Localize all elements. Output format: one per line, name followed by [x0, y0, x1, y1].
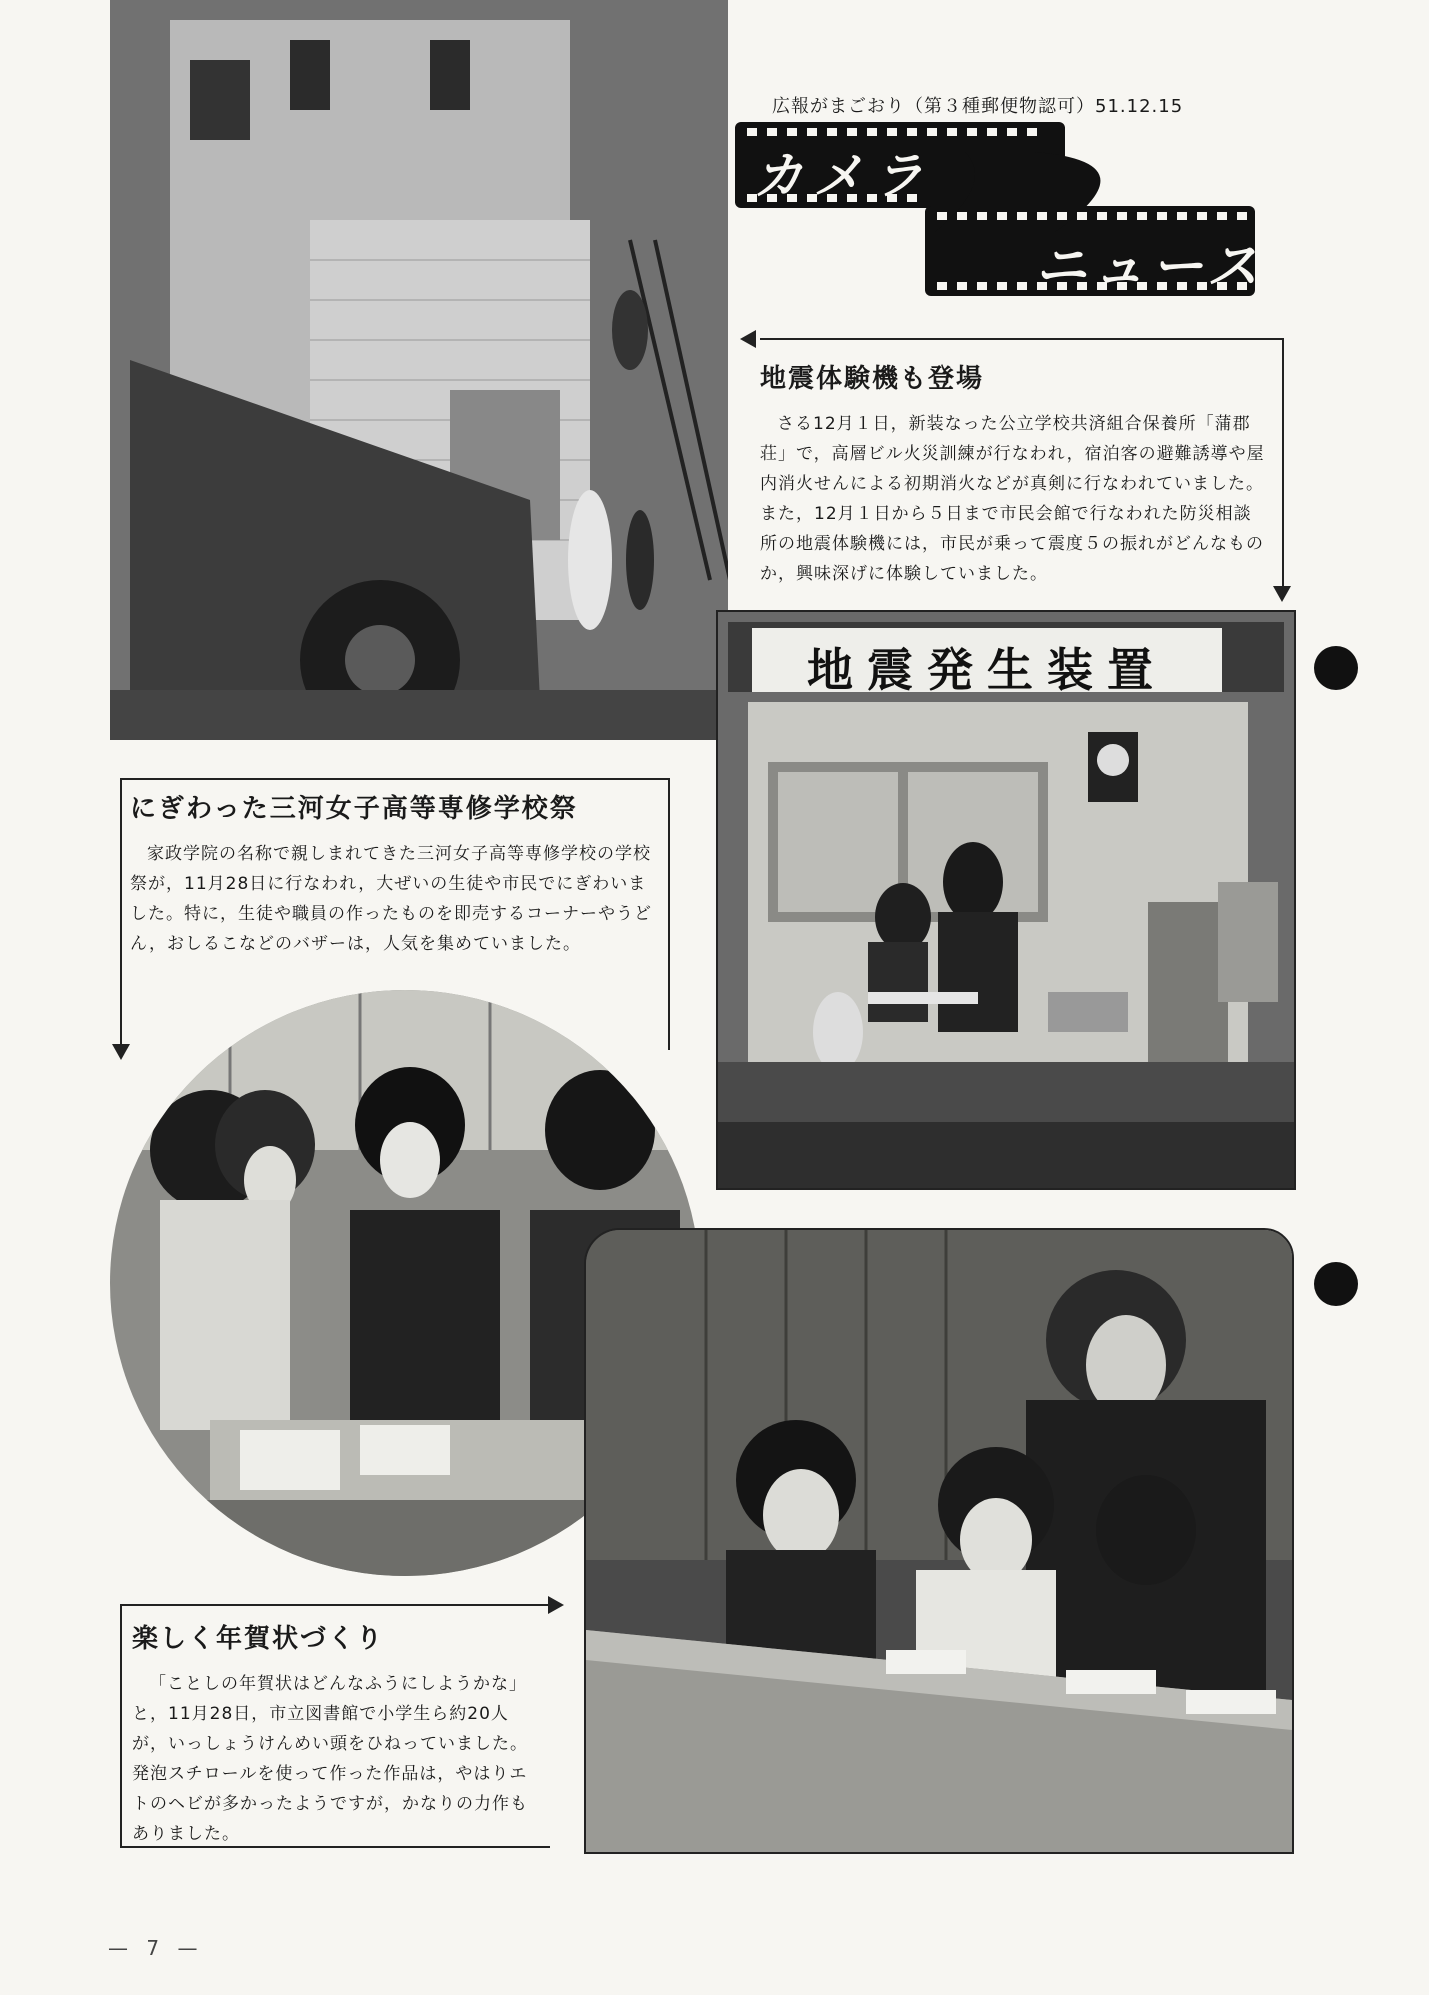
- bullet-dot-icon: [1314, 646, 1358, 690]
- photo-sign-text: 地震発生装置: [807, 643, 1167, 697]
- article-body: 「ことしの年賀状はどんなふうにしようかな」と，11月28日，市立図書館で小学生ら約20人が，いっしょうけんめい頭をひねっていました。発泡スチロールを使って作った作品は，やはりエトのヘビが多かったようですが，かなりの力作もありました。: [132, 1674, 528, 1844]
- arrow-right-icon: [548, 1596, 564, 1614]
- article-title: 楽しく年賀状づくり: [132, 1624, 385, 1654]
- fire-drill-photo: [110, 0, 728, 740]
- article-new-year-cards: [132, 1618, 544, 1849]
- article-body: さる12月１日，新装なった公立学校共済組合保養所「蒲郡荘」で，高層ビル火災訓練が行なわれ，宿泊客の避難誘導や屋内消火せんによる初期消火などが真剣に行なわれていました。また，12月１日から５日まで市民会館で行なわれた防災相談所の地震体験機には，市民が乗って震度５の振れがどんなものか，興味深げに体験していました。: [760, 414, 1265, 584]
- logo-text-camera: カメラ: [753, 147, 933, 205]
- page-number: — 7 —: [108, 1936, 204, 1960]
- article-school-festival: [130, 788, 660, 959]
- article-body: 家政学院の名称で親しまれてきた三河女子高等専修学校の学校祭が，11月28日に行なわれ，大ぜいの生徒や市民でにぎわいました。特に，生徒や職員の作ったものを即売するコーナーやうどん，おしるこなどのバザーは，人気を集めていました。: [130, 844, 652, 954]
- bullet-dot-icon: [1314, 1262, 1358, 1306]
- arrow-down-icon: [112, 1044, 130, 1060]
- article-title: 地震体験機も登場: [760, 364, 985, 394]
- new-year-cards-photo: [584, 1228, 1294, 1854]
- article-earthquake-simulator: [760, 358, 1266, 589]
- article-title: にぎわった三河女子高等専修学校祭: [130, 794, 578, 824]
- arrow-left-icon: [740, 330, 756, 348]
- camera-news-logo: [735, 122, 1275, 312]
- logo-text-news: ニュース: [1035, 237, 1265, 297]
- publication-header: 広報がまごおり（第３種郵便物認可）51.12.15: [772, 96, 1184, 117]
- earthquake-simulator-photo: [716, 610, 1296, 1190]
- arrow-down-icon: [1273, 586, 1291, 602]
